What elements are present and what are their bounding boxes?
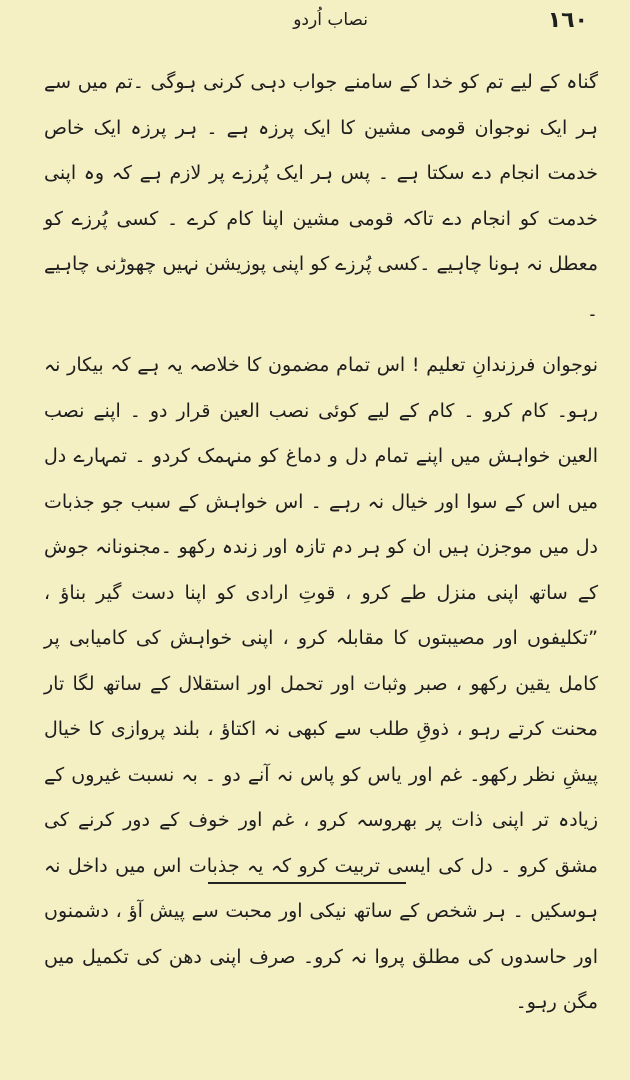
paragraph-1: گناہ کے لیے تم کو خدا کے سامنے جواب دہی کرنی ہوگی ۔تم میں سے ہر ایک نوجوان قومی مشین کا ایک پرزہ ہے ۔ ہر پرزہ ایک خاص خدمت انجام دے سکتا ہے ۔ پس ہر ایک پُرزے پر لازم ہے کہ وہ اپنی خدمت کو انجام دے تاکہ قومی مشین اپنا کام کرے ۔ کسی پُرزے کو معطل نہ ہونا چاہیے ۔کسی پُرزے کو اپنی پوزیشن نہیں چھوڑنی چاہیے ۔ (44, 71, 598, 321)
page-number: ١٦٠ (547, 8, 588, 33)
body-text (44, 60, 598, 1026)
page-header (0, 4, 630, 44)
paragraph-2: نوجوان فرزندانِ تعلیم ! اس تمام مضمون کا خلاصہ یہ ہے کہ بیکار نہ رہو۔ کام کرو ۔ کام کے لیے کوئی نصب العین قرار دو ۔ اپنے نصب العین خواہش میں اپنے تمام دل و دماغ کو منہمک کردو ۔ تمہارے دل میں اس کے سوا اور خیال نہ رہے ۔ اس خواہش کے سبب جو جذبات دل میں موجزن ہیں ان کو ہر دم تازہ اور زندہ رکھو ۔مجنونانہ جوش کے ساتھ اپنی منزل طے کرو ، قوتِ ارادی کو اپنا دست گیر بناؤ ، ”تکلیفوں اور مصیبتوں کا مقابلہ کرو ، اپنی خواہش کی کامیابی پر کامل یقین رکھو ، صبر وثبات اور تحمل اور استقلال کے ساتھ لگا تار محنت کرتے رہو ، ذوقِ طلب سے کبھی نہ اکتاؤ ، بلند پروازی کا خیال پیشِ نظر رکھو۔ غم اور یاس کو پاس نہ آنے دو ۔ بہ نسبت غیروں کے زیادہ تر اپنی ذات پر بھروسہ کرو ، غم اور خوف کے دور کرنے کی مشق کرو ۔ دل کی ایسی تربیت کرو کہ یہ جذبات اس میں داخل نہ ہوسکیں ۔ ہر شخص کے ساتھ نیکی اور محبت سے پیش آؤ ، دشمنوں اور حاسدوں کی مطلق پروا نہ کرو۔ صرف اپنی دھن کی تکمیل میں مگن رہو۔ (44, 354, 598, 1013)
closing-rule (208, 882, 406, 884)
running-title: نصاب اُردو (293, 10, 368, 30)
